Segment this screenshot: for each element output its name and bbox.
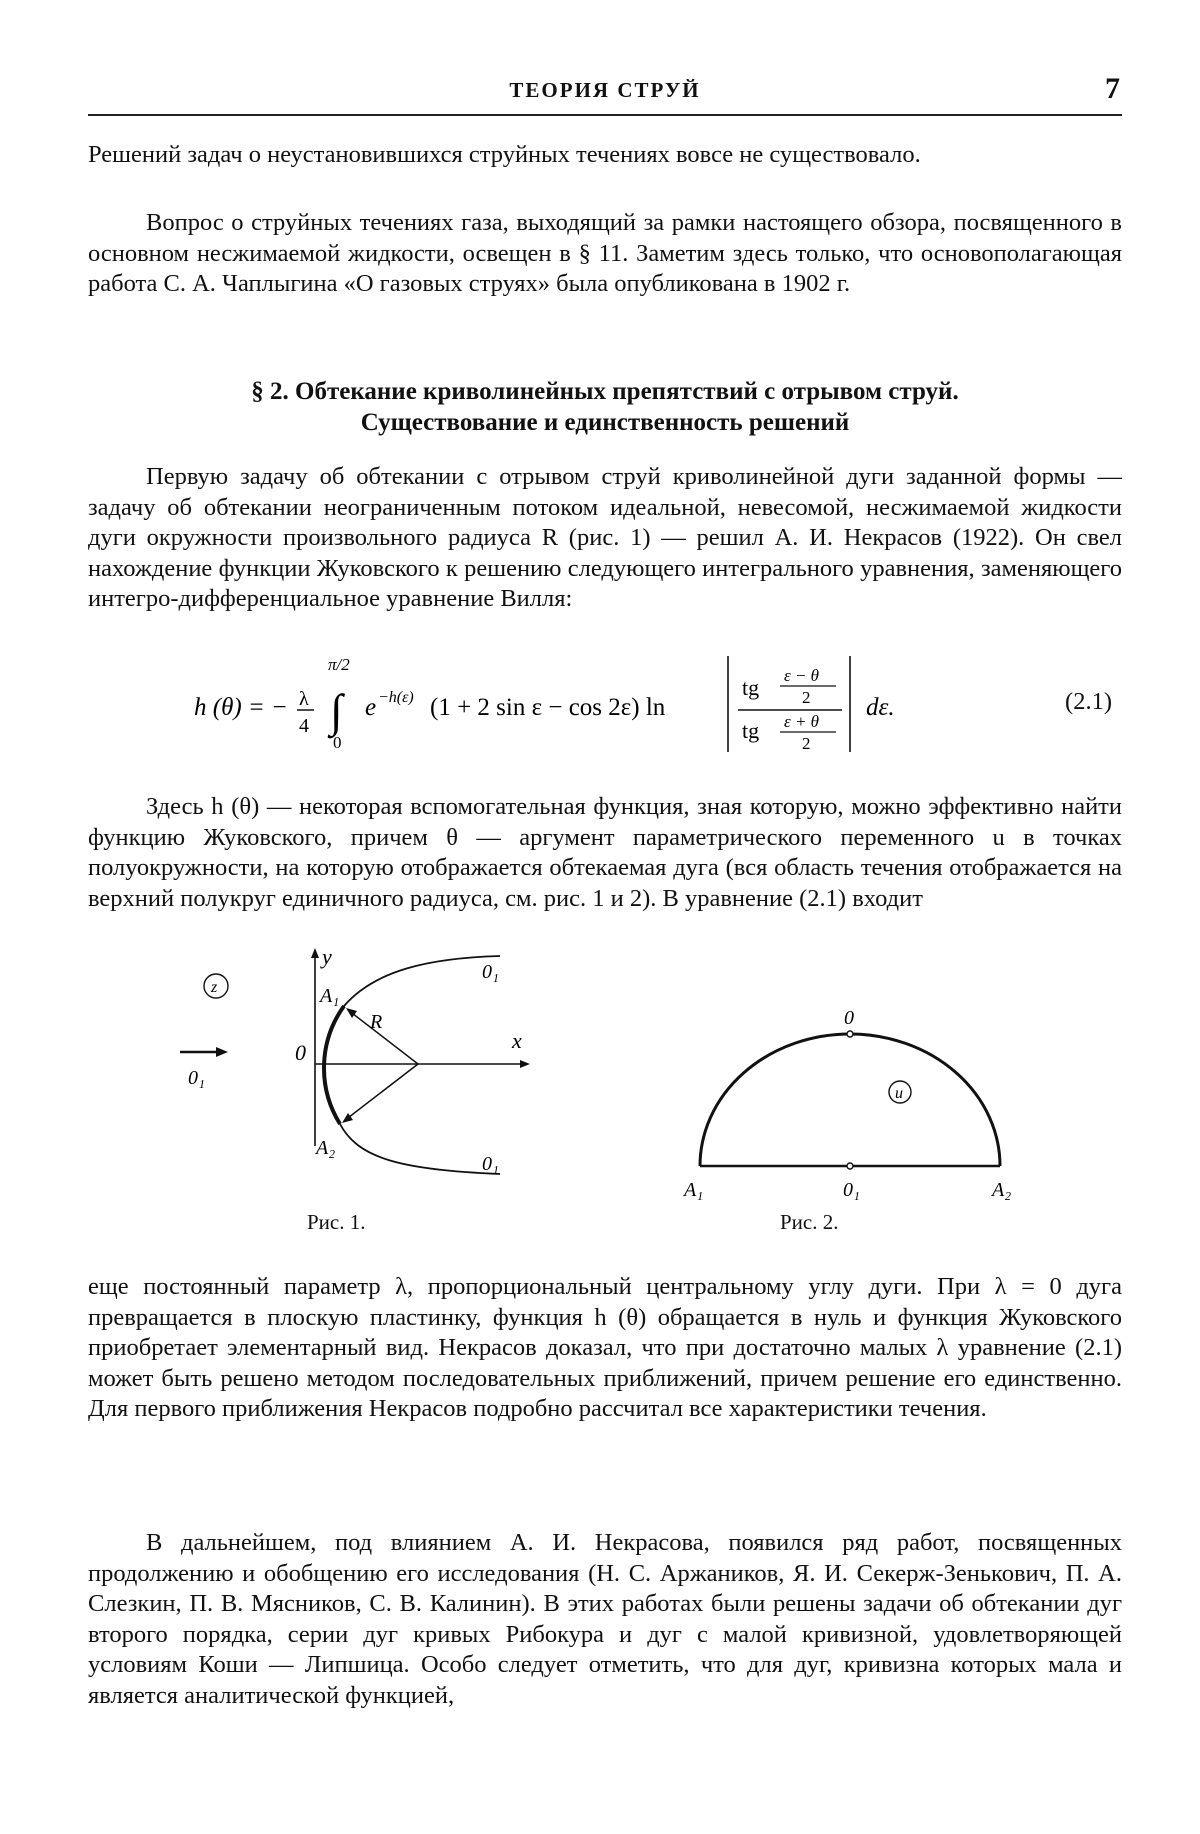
figure-2-caption: Рис. 2.	[780, 1210, 839, 1234]
label-u: u	[895, 1085, 903, 1102]
eq-tg-top: tg	[742, 675, 760, 700]
label-x: x	[512, 1028, 522, 1053]
label-a1-fig2: A₁	[684, 1179, 704, 1201]
running-title: ТЕОРИЯ СТРУЙ	[509, 78, 701, 102]
eq-differential: dε.	[866, 694, 895, 721]
point-o-top	[847, 1031, 853, 1037]
paragraph-6: В дальнейшем, под влиянием А. И. Некрасова, появился ряд работ, посвященных продолжению и обобщению его исследования (Н. С. Аржаников, Я. И. Секерж-Зенькович, П. А. Слезкин, П. В. Мясников, С. В. Калинин). В этих работах были решены задачи об обтекании дуг второго порядка, серии дуг кривых Рибокура и дуг с малой кривизной, удовлетворяющей условиям Коши — Липшица. Особо следует отметить, что для дуг, кривизна которых мала и является аналитической функцией,	[88, 1529, 1122, 1709]
paragraph-2: Вопрос о струйных течениях газа, выходящий за рамки настоящего обзора, посвященного в основном несжимаемой жидкости, освещен в § 11. Заметим здесь только, что основополагающая работа С. А. Чаплыгина «О газовых струях» была опубликована в 1902 г.	[88, 209, 1122, 298]
paragraph-4: Здесь h (θ) — некоторая вспомогательная функция, зная которую, можно эффективно найти функцию Жуковского, причем θ — аргумент параметрического переменного u в точках полуокружности, на которую отображается обтекаемая дуга (вся область течения отображается на верхний полукруг единичного радиуса, см. рис. 1 и 2). В уравнение (2.1) входит	[88, 793, 1122, 912]
eq-lhs: h (θ) = −	[194, 694, 288, 721]
running-head	[90, 72, 1120, 112]
paragraph-5: еще постоянный параметр λ, пропорциональный центральному углу дуги. При λ = 0 дуга превращается в плоскую пластинку, функция h (θ) обращается в нуль и функция Жуковского приобретает элементарный вид. Некрасов доказал, что при достаточно малых λ уравнение (2.1) может быть решено методом последовательных приближений, причем решение его единственно. Для первого приближения Некрасов подробно рассчитал все характеристики течения.	[88, 1273, 1122, 1423]
x-axis-arrowhead	[520, 1060, 530, 1068]
label-a2-fig2: A₂	[992, 1179, 1012, 1201]
label-a2: A₂	[316, 1137, 336, 1159]
label-y: y	[322, 948, 332, 969]
eq-tg-bottom: tg	[742, 718, 760, 743]
page-number: 7	[1105, 72, 1120, 105]
section-title-line-1: § 2. Обтекание криволинейных препятствий с отрывом струй.	[251, 378, 959, 405]
header-rule	[88, 114, 1122, 116]
equation-2-1	[180, 648, 1130, 758]
figure-2-diagram	[682, 1007, 1011, 1201]
figure-1-diagram	[180, 948, 530, 1175]
circular-arc-obstacle	[324, 1006, 344, 1124]
paragraph-3: Первую задачу об обтекании с отрывом струй криволинейной дуги заданной формы — задачу об обтекании неограниченным потоком идеальной, невесомой, несжимаемой жидкости дуги окружности произвольного радиуса R (рис. 1) — решил А. И. Некрасов (1922). Он свел нахождение функции Жуковского к решению следующего интегрального уравнения, заменяющего интегро-дифференциальное уравнение Вилля:	[88, 463, 1122, 613]
eq-middle-factor: (1 + 2 sin ε − cos 2ε) ln	[430, 694, 666, 721]
paragraph-1: Решений задач о неустановившихся струйных течениях вовсе не существовало.	[88, 141, 921, 168]
free-streamline-lower	[340, 1124, 500, 1174]
label-origin: 0	[295, 1040, 306, 1065]
eq-arg-bottom: ε + θ	[784, 712, 820, 731]
figure-1-caption: Рис. 1.	[307, 1210, 366, 1234]
label-a1: A₁	[320, 985, 340, 1007]
eq-integral-sign: ∫	[330, 685, 343, 736]
incoming-flow-arrowhead	[216, 1047, 228, 1057]
figures-1-2	[180, 948, 1060, 1208]
label-o1-fig2: 0₁	[843, 1179, 860, 1201]
eq-four: 4	[299, 715, 309, 737]
eq-two-bottom: 2	[802, 734, 811, 753]
label-o: 0	[844, 1007, 854, 1029]
eq-exp-base: e	[365, 694, 377, 721]
y-axis-arrowhead	[311, 948, 319, 958]
radius-line-lower	[344, 1064, 418, 1121]
free-streamline-upper	[344, 956, 500, 1006]
label-z: z	[211, 979, 218, 996]
section-title-line-2: Существование и единственность решений	[360, 409, 850, 436]
eq-arg-top: ε − θ	[784, 666, 820, 685]
eq-lower-limit: 0	[333, 733, 342, 752]
eq-upper-limit: π/2	[328, 655, 350, 674]
point-o1-center	[847, 1163, 853, 1169]
label-o1-bottom: 0₁	[482, 1153, 499, 1175]
eq-exp-power: −h(ε)	[378, 689, 414, 706]
semicircle-arc	[700, 1034, 1000, 1166]
label-radius: R	[370, 1011, 383, 1033]
equation-number: (2.1)	[1065, 688, 1112, 715]
label-o1-top: 0₁	[482, 961, 499, 983]
label-o1-left: 0₁	[188, 1067, 205, 1089]
eq-lambda: λ	[299, 688, 309, 710]
radius-line-upper	[348, 1010, 418, 1064]
equation-formula	[180, 648, 1050, 758]
eq-two-top: 2	[802, 688, 811, 707]
